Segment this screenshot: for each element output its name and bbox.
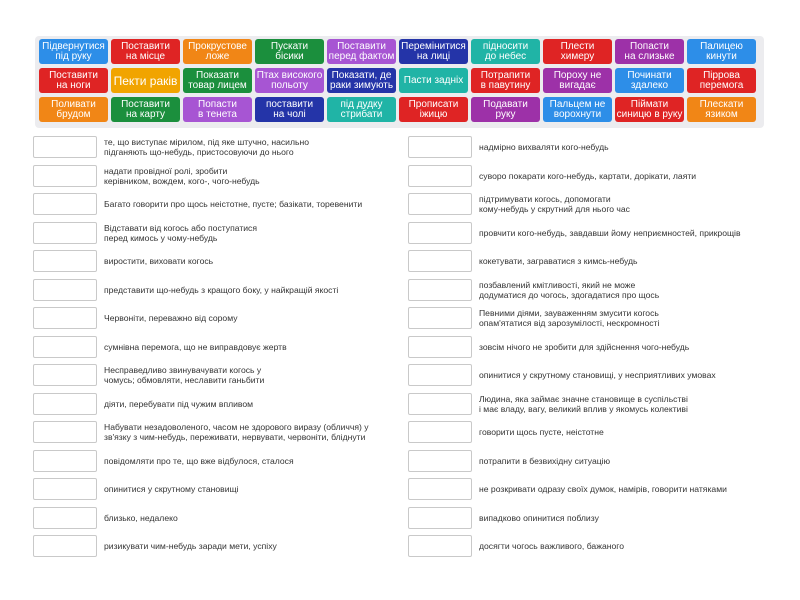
answer-tile[interactable]: Поставити перед фактом [327, 39, 396, 64]
answer-tile[interactable]: поставити на чолі [255, 97, 324, 122]
match-row [33, 220, 395, 246]
match-row [33, 391, 395, 417]
answer-tile[interactable]: Пекти раків [111, 68, 180, 93]
definition-text: зовсім нічого не зробити для здійснення чого-небудь [479, 341, 690, 352]
answer-tile[interactable]: Показати товар лицем [183, 68, 252, 93]
drop-target[interactable] [33, 364, 97, 386]
drop-target[interactable] [33, 222, 97, 244]
drop-target[interactable] [33, 535, 97, 557]
drop-target[interactable] [408, 307, 472, 329]
drop-target[interactable] [33, 307, 97, 329]
answer-tile[interactable]: Пасти задніх [399, 68, 468, 93]
definition-text: те, що виступає мірилом, під яке штучно, насильно підганяють що-небудь, пристосовуючи до нього [104, 137, 309, 157]
answer-tile[interactable]: Прокрустове ложе [183, 39, 252, 64]
match-row [33, 248, 395, 274]
definition-text: діяти, перебувати під чужим впливом [104, 398, 254, 409]
match-row [33, 448, 395, 474]
definition-text: кокетувати, заграватися з кимсь-небудь [479, 256, 638, 266]
answer-tile[interactable]: Поставити на ноги [39, 68, 108, 93]
definition-text: близько, недалеко [104, 512, 178, 523]
match-row [408, 248, 773, 274]
definition-text: Певними діями, зауваженням змусити когось опам'ятатися від зарозумілості, нескромності [479, 308, 660, 328]
match-row [408, 134, 773, 160]
match-row [408, 448, 773, 474]
match-row [33, 533, 395, 559]
match-row [408, 220, 773, 246]
drop-target[interactable] [408, 336, 472, 358]
answer-tile[interactable]: Поставити на місце [111, 39, 180, 64]
match-row [408, 305, 773, 331]
match-row [408, 191, 773, 217]
drop-target[interactable] [33, 393, 97, 415]
match-row [408, 391, 773, 417]
match-row [33, 277, 395, 303]
answer-tile[interactable]: Подавати руку [471, 97, 540, 122]
answer-tile[interactable]: Птах високого польоту [255, 68, 324, 93]
definition-text: Людина, яка займає значне становище в суспільстві і має владу, вагу, великий вплив у якомусь колективі [479, 393, 688, 414]
match-row [33, 191, 395, 217]
definition-text: ризикувати чим-небудь заради мети, успіху [104, 541, 277, 551]
drop-target[interactable] [33, 507, 97, 529]
definition-text: виростити, виховати когось [104, 256, 214, 266]
definition-text: суворо покарати кого-небудь, картати, дорікати, лаяти [479, 170, 697, 181]
drop-target[interactable] [33, 279, 97, 301]
answer-tile[interactable]: Попасти на слизьке [615, 39, 684, 64]
answer-tile[interactable]: Поставити на карту [111, 97, 180, 122]
definition-text: сумнівна перемога, що не виправдовує жертв [104, 341, 287, 352]
drop-target[interactable] [408, 193, 472, 215]
definition-text: надмірно вихваляти кого-небудь [479, 142, 609, 152]
drop-target[interactable] [408, 450, 472, 472]
match-row [408, 533, 773, 559]
definition-text: Несправедливо звинувачувати когось у чомусь; обмовляти, неславити ганьбити [104, 365, 265, 385]
match-row [33, 305, 395, 331]
match-row [408, 277, 773, 303]
definition-text: підтримувати когось, допомогати кому-небудь у скрутний для нього час [479, 194, 630, 214]
match-row [408, 163, 773, 189]
drop-target[interactable] [408, 535, 472, 557]
match-row [408, 334, 773, 360]
definition-text: Набувати незадоволеного, часом не здорового виразу (обличчя) у зв'язку з чим-небудь, переживати, нервувати, червоніти, блідн​ути [104, 422, 369, 442]
drop-target[interactable] [33, 165, 97, 187]
drop-target[interactable] [408, 136, 472, 158]
answer-tile[interactable]: Підвернутися під руку [39, 39, 108, 64]
drop-target[interactable] [33, 336, 97, 358]
match-row [33, 476, 395, 502]
drop-target[interactable] [33, 250, 97, 272]
drop-target[interactable] [408, 364, 472, 386]
drop-target[interactable] [408, 478, 472, 500]
definition-text: позбавлений кмітливості, який не може додуматися до чогось, здогадатися про щось [479, 279, 660, 300]
match-row [33, 334, 395, 360]
drop-target[interactable] [33, 478, 97, 500]
definition-text: повідомляти про те, що вже відбулося, сталося [104, 455, 294, 466]
drop-target[interactable] [408, 507, 472, 529]
drop-target[interactable] [33, 450, 97, 472]
match-row [33, 163, 395, 189]
match-row [408, 419, 773, 445]
match-row [408, 362, 773, 388]
drop-target[interactable] [33, 193, 97, 215]
definition-text: опинитися у скрутному становищі [104, 484, 239, 494]
definition-text: випадково опинитися поблизу [479, 512, 599, 523]
drop-target[interactable] [408, 222, 472, 244]
answer-tile[interactable]: під дудку стрибати [327, 97, 396, 122]
answer-tile[interactable]: Плести химеру [543, 39, 612, 64]
drop-target[interactable] [408, 393, 472, 415]
match-row [408, 476, 773, 502]
match-row [33, 362, 395, 388]
answer-tile[interactable]: Потрапити в павутину [471, 68, 540, 93]
answer-tile[interactable]: Попасти в тенета [183, 97, 252, 122]
definition-text: досягти чогось важливого, бажаного [479, 541, 624, 551]
match-row [33, 134, 395, 160]
answer-tile[interactable]: Піймати синицю в руку [615, 97, 684, 122]
drop-target[interactable] [408, 421, 472, 443]
definition-text: говорити щось пусте, неістотне [479, 427, 604, 437]
answer-tile[interactable]: Палицею кинути [687, 39, 756, 64]
answer-tile[interactable]: Плескати язиком [687, 97, 756, 122]
definition-text: провчити кого-небудь, завдавши йому неприємностей, прикрощів [479, 227, 741, 238]
definition-text: опинитися у скрутному становищі, у несприятливих умовах [479, 370, 716, 380]
drop-target[interactable] [33, 136, 97, 158]
answer-tile[interactable]: Піррова перемога [687, 68, 756, 93]
answer-bank [35, 36, 764, 128]
drop-target[interactable] [408, 165, 472, 187]
definition-text: представити що-небудь з кращого боку, у найкращій якості [104, 284, 339, 295]
answer-tile[interactable]: Перемінитися на лиці [399, 39, 468, 64]
answer-tile[interactable]: підносити до небес [471, 39, 540, 64]
answer-tile[interactable]: Пороху не вигадає [543, 68, 612, 93]
definition-text: надати провідної ролі, зробити керівником, вождем, кого-, чого-небудь [104, 165, 260, 186]
answer-tile[interactable]: Пальцем не ворохнути [543, 97, 612, 122]
answer-tile[interactable]: Показати, де раки зимують [327, 68, 396, 93]
answer-tile[interactable]: Пускати бісики [255, 39, 324, 64]
definition-text: не розкривати одразу своїх думок, намірів, говорити натяками [479, 484, 727, 494]
definition-text: Червоніти, переважно від сорому [104, 313, 238, 323]
definition-text: Відставати від когось або поступатися перед кимось у чому-небудь [104, 222, 258, 243]
definition-text: Багато говорити про щось неістотне, пусте; базікати, торевенити [104, 199, 363, 209]
answer-tile[interactable]: Поливати брудом [39, 97, 108, 122]
answer-tile[interactable]: Прописати іжицю [399, 97, 468, 122]
match-row [408, 505, 773, 531]
drop-target[interactable] [408, 250, 472, 272]
match-row [33, 419, 395, 445]
match-row [33, 505, 395, 531]
definition-text: потрапити в безвихідну ситуацію [479, 455, 611, 466]
drop-target[interactable] [33, 421, 97, 443]
drop-target[interactable] [408, 279, 472, 301]
answer-tile[interactable]: Починати здалеко [615, 68, 684, 93]
